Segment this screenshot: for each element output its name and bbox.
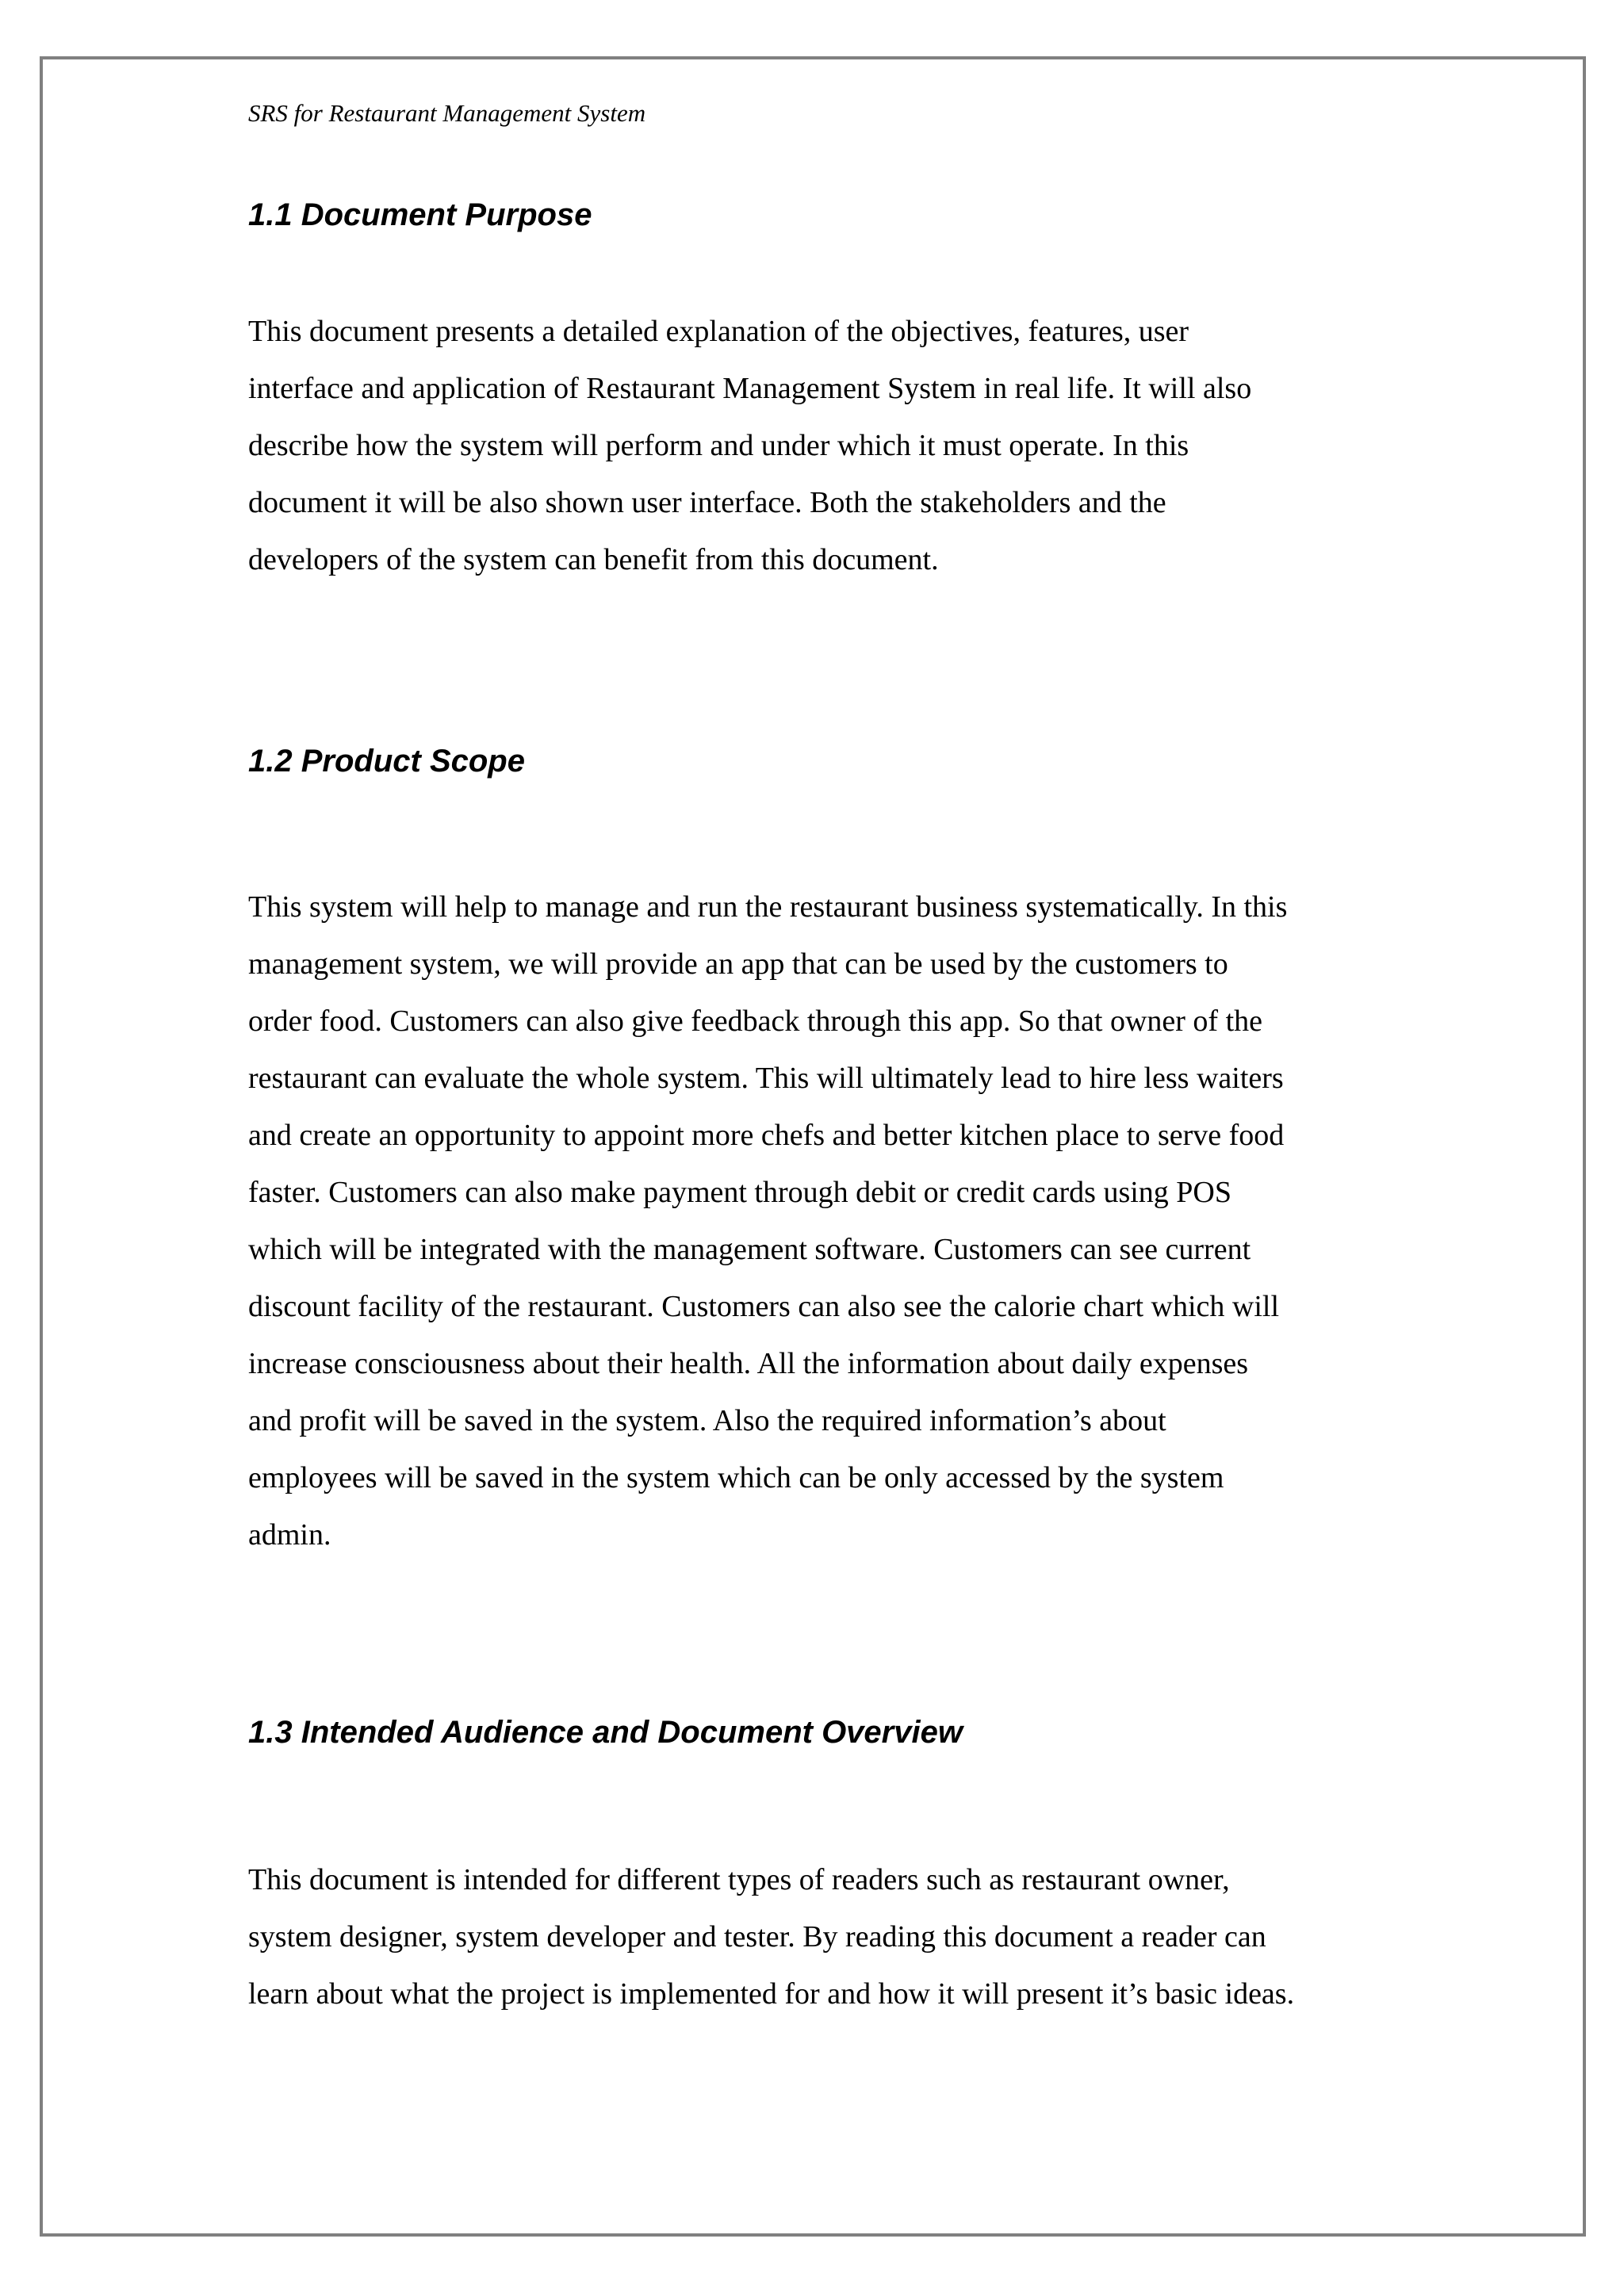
text-line: admin. bbox=[248, 1518, 331, 1552]
text-line: This document presents a detailed explanation of the objectives, features, user bbox=[248, 315, 1189, 348]
text-line: This system will help to manage and run the restaurant business systematically. In this bbox=[248, 890, 1288, 924]
text-line: This document is intended for different types of readers such as restaurant owner, bbox=[248, 1863, 1230, 1896]
paragraph-product-scope bbox=[248, 878, 1398, 1563]
text-line: learn about what the project is implemented for and how it will present it’s basic ideas. bbox=[248, 1977, 1295, 2011]
paragraph-intended-audience bbox=[248, 1851, 1398, 2022]
heading-product-scope: 1.2 Product Scope bbox=[248, 744, 525, 779]
text-line: order food. Customers can also give feedback through this app. So that owner of the bbox=[248, 1004, 1263, 1038]
text-line: developers of the system can benefit from this document. bbox=[248, 543, 939, 576]
text-line: discount facility of the restaurant. Customers can also see the calorie chart which will bbox=[248, 1290, 1280, 1323]
text-line: and create an opportunity to appoint more chefs and better kitchen place to serve food bbox=[248, 1119, 1285, 1152]
text-line: employees will be saved in the system which can be only accessed by the system bbox=[248, 1461, 1224, 1494]
text-line: management system, we will provide an app that can be used by the customers to bbox=[248, 947, 1228, 981]
text-line: system designer, system developer and tester. By reading this document a reader can bbox=[248, 1920, 1266, 1954]
heading-intended-audience: 1.3 Intended Audience and Document Overview bbox=[248, 1715, 963, 1750]
text-line: and profit will be saved in the system. Also the required information’s about bbox=[248, 1404, 1166, 1437]
text-line: restaurant can evaluate the whole system. This will ultimately lead to hire less waiters bbox=[248, 1062, 1284, 1095]
text-line: which will be integrated with the management software. Customers can see current bbox=[248, 1233, 1251, 1266]
running-header: SRS for Restaurant Management System bbox=[248, 99, 646, 127]
text-line: interface and application of Restaurant Management System in real life. It will also bbox=[248, 372, 1252, 405]
text-line: increase consciousness about their health. All the information about daily expenses bbox=[248, 1347, 1249, 1380]
heading-document-purpose: 1.1 Document Purpose bbox=[248, 197, 592, 232]
text-line: describe how the system will perform and under which it must operate. In this bbox=[248, 429, 1189, 462]
text-line: document it will be also shown user interface. Both the stakeholders and the bbox=[248, 486, 1166, 519]
text-line: faster. Customers can also make payment through debit or credit cards using POS bbox=[248, 1176, 1232, 1209]
paragraph-document-purpose bbox=[248, 303, 1398, 588]
